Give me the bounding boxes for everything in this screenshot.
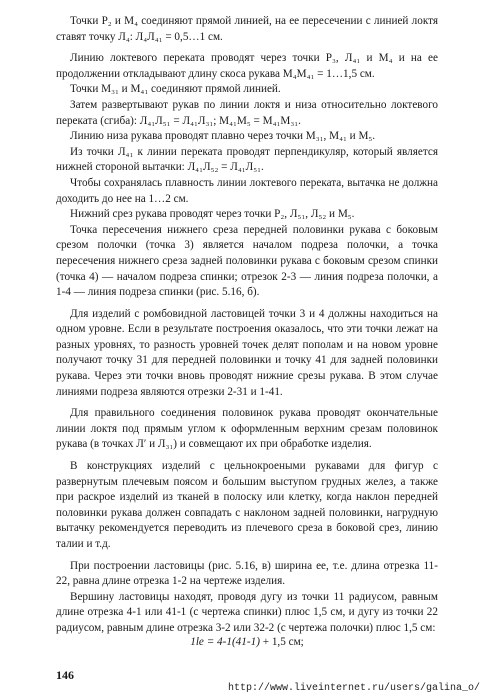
paragraph-12: В конструкциях изделий с цельнокроеными рукавами для фигур с развернутым плечевым поясом и большим выступом грудных желез, а также при раскрое изделий из тканей в полоску или клетку, когда наклон передней половинки рукава должен совпадать с наклоном задней половинки, нагрудную вытачку рекомендуется переводить из плечевого среза в боковой срез, линию талии и т.д. xyxy=(56,460,438,550)
paragraph-4: Затем развертывают рукав по линии локтя и низа относительно локтевого переката (сгиба): Л₄₁Л₅₁ = Л₄₁Л₃₁; M₄₁M₅ = M₄₁M₃₁. xyxy=(56,98,438,127)
paragraph-8: Нижний срез рукава проводят через точки P₂, Л₅₁, Л₅₂ и M₅. xyxy=(70,208,355,221)
paragraph-9: Точка пересечения нижнего среза передней половинки рукава с боковым срезом полочки (точка 3) является началом подреза полочки, а точка пересечения нижнего среза задней половинки рукава с боковым срезом спинки (точка 4) — началом подреза спинки; отрезок 2-3 — линия подреза полочки, а 1-4 — линия подреза спинки (рис. 5.16, б). xyxy=(56,223,438,299)
paragraph-7: Чтобы сохранялась плавность линии локтевого переката, вытачка не должна доходить до нее на 1…2 см. xyxy=(56,176,438,205)
formula-suffix: + 1,5 см; xyxy=(259,636,304,648)
paragraph-14: Вершину ластовицы находят, проводя дугу из точки 11 радиусом, равным длине отрезка 4-1 или 41-1 (с чертежа спинки) плюс 1,5 см, и дугу из точки 22 радиусом, равным длине отрезка 3-2 или 32-2 (с чертежа полочки) плюс 1,5 см: xyxy=(56,590,438,634)
formula-expression: 1le = 4-1(41-1) xyxy=(190,636,260,648)
page-number: 146 xyxy=(56,668,74,682)
page-body xyxy=(56,14,438,637)
paragraph-10: Для изделий с ромбовидной ластовицей точки 3 и 4 должны находиться на одном уровне. Если в результате построения оказалось, что эти точки лежат на разных уровнях, то разность уровней точек делят пополам и на новом уровне получают точку 31 для передней половинки и точку 41 для задней половинки рукава. Через эти точки вновь проводят нижние срезы рукава. В этом случае линиями подреза являются отрезки 2-31 и 1-41. xyxy=(56,307,438,398)
paragraph-6: Из точки Л₄₁ к линии переката проводят перпендикуляр, который является нижней стороной вытачки: Л₄₁Л₅₂ = Л₄₁Л₅₁. xyxy=(56,145,438,174)
formula xyxy=(56,636,438,648)
paragraph-13: При построении ластовицы (рис. 5.16, в) ширина ее, т.е. длина отрезка 11-22, равна длине отрезка 1-2 на чертеже изделия. xyxy=(56,559,438,588)
paragraph-3: Точки M₃₁ и M₄₁ соединяют прямой линией. xyxy=(70,83,281,96)
paragraph-2: Линию локтевого переката проводят через точки P₃, Л₄₁ и M₄ и на ее продолжении откладывают длину скоса рукава M₄M₄₁ = 1…1,5 см. xyxy=(56,52,438,80)
paragraph-11: Для правильного соединения половинок рукава проводят окончательные линии локтя под прямым углом к оформленным верхним срезам половинок рукава (в точках Л′ и Л₃₁) и совмещают их при обработке изделия. xyxy=(56,407,438,451)
watermark-url: http://www.liveinternet.ru/users/galina_o/ xyxy=(227,683,480,694)
paragraph-1: Точки P₂ и M₄ соединяют прямой линией, на ее пересечении с линией локтя ставят точку Л₄: Л₄Л₄₁ = 0,5…1 см. xyxy=(56,15,438,43)
paragraph-5: Линию низа рукава проводят плавно через точки M₃₁, M₄₁ и M₅. xyxy=(70,130,376,143)
